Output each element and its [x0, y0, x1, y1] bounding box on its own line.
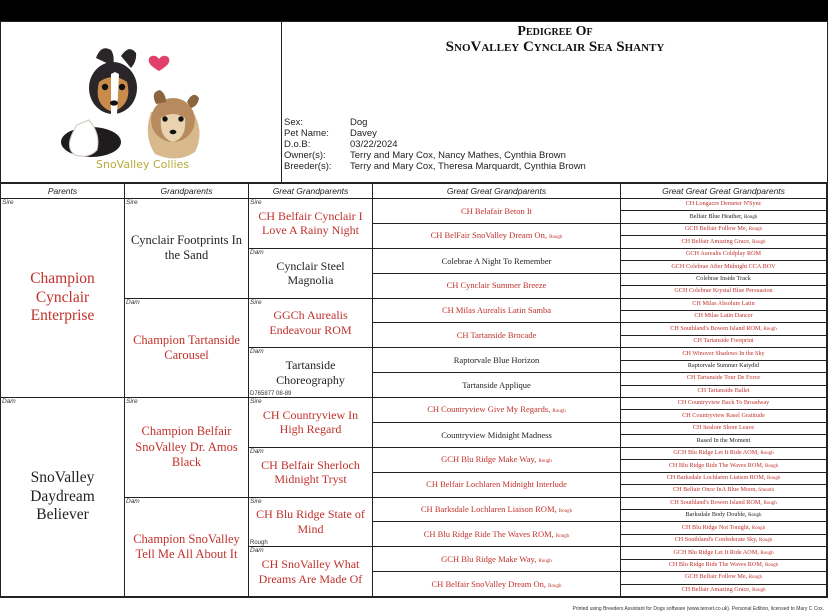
- grandparent-cell: [125, 199, 249, 299]
- dam-tag: Dam: [250, 248, 264, 256]
- sex-label: Sex:: [284, 117, 304, 128]
- title-prefix: Pedigree Of: [517, 24, 593, 39]
- dog-name: [125, 532, 248, 563]
- dog-name: [428, 230, 566, 241]
- dog-name: [684, 251, 763, 258]
- top-black-bar: [0, 0, 828, 21]
- dog-name-text: GCH Blu Ridge Make Way,: [441, 454, 537, 465]
- dog-name-text: CH Milas Absolute Latin: [692, 299, 755, 307]
- ggg-grandparent-cell: [621, 274, 827, 286]
- breeders-label: Breeder(s):: [284, 161, 332, 172]
- ggg-grandparent-cell: [621, 410, 827, 422]
- dog-name-text: Raptorvale Blue Horizon: [453, 355, 540, 365]
- dog-name-text: Barksdale Body Double,: [685, 511, 747, 519]
- dog-name: [438, 430, 555, 440]
- dog-name: [684, 201, 764, 208]
- great-grandparent-cell: [249, 398, 373, 448]
- dog-name: [429, 579, 565, 590]
- dog-name-text: CH Barksdale Lochlaren Liaison ROM,: [420, 503, 557, 514]
- dog-name-text: CH Blu Ridge Ride The Waves ROM,: [668, 561, 764, 568]
- ggg-grandparent-cell: [621, 249, 827, 261]
- gg-grandparent-cell: [373, 373, 621, 398]
- ggg-grandparent-cell: [621, 261, 827, 273]
- column-header: Great Great Great Grandparents: [621, 184, 827, 199]
- dog-name: [249, 308, 372, 337]
- owners-label: Owner(s):: [284, 150, 326, 161]
- dog-name-text: GCH Blu Ridge Let It Ride AOM,: [673, 548, 759, 556]
- dog-name-text: CH Countryview Back To Broadway: [677, 399, 770, 407]
- gg-grandparent-cell: [373, 398, 621, 423]
- ggg-grandparent-cell: [621, 323, 827, 335]
- ggg-grandparent-cell: [621, 286, 827, 298]
- dog-name: [125, 424, 248, 470]
- dam-tag: Dam: [250, 447, 264, 455]
- dog-name-text: GCH Aurealis Coldplay ROM: [685, 250, 762, 258]
- dog-name-text: CH Milas Aurealis Latin Samba: [441, 305, 552, 316]
- gg-grandparent-cell: [373, 249, 621, 274]
- coat-suffix: Rough: [558, 508, 573, 514]
- dog-name: [249, 209, 372, 238]
- owners-value: Terry and Mary Cox, Nancy Mathes, Cynthia Brown: [350, 150, 566, 161]
- dog-name-text: CH Countryview In High Regard: [262, 407, 359, 437]
- dog-name-text: GCH Blu Ridge Let It Ride AOM,: [673, 449, 759, 457]
- dog-name: [676, 400, 772, 407]
- dog-name-text: CH Countryview Give My Regards,: [427, 404, 551, 415]
- dog-name-text: CH Tartanside Footprint: [693, 337, 754, 345]
- dog-name-text: CH Countryview Rasel Gratitude: [682, 411, 765, 419]
- dog-name: [695, 438, 752, 445]
- coat-suffix: Rough: [752, 239, 766, 245]
- dog-name: [683, 226, 764, 233]
- dog-name: [418, 504, 575, 515]
- ggg-grandparent-cell: [621, 211, 827, 223]
- dog-name: [459, 380, 534, 390]
- dog-name: [1, 270, 124, 327]
- kennel-logo-text: SnoValley Collies: [96, 158, 190, 171]
- ggg-grandparent-cell: [621, 348, 827, 360]
- gg-grandparent-cell: [373, 224, 621, 249]
- dog-name-title: SnoValley Cynclair Sea Shanty: [445, 39, 665, 55]
- dog-name-text: CH Belfair Amazing Grace,: [681, 237, 751, 245]
- dog-name: [688, 214, 760, 221]
- dog-name: [671, 450, 775, 457]
- dam-tag: Dam: [250, 547, 264, 555]
- dog-name: [671, 487, 776, 494]
- dog-name: [249, 507, 372, 536]
- dog-name-text: Tartanside Applique: [462, 379, 531, 390]
- dog-name-text: CH SnoValley What Dreams Are Made Of: [258, 557, 363, 586]
- dog-name-text: CH Sealore Shore Leave: [692, 424, 755, 432]
- dog-name: [695, 388, 751, 395]
- dog-name: [423, 479, 570, 489]
- coat-suffix: Rough: [555, 533, 570, 539]
- ggg-grandparent-cell: [621, 435, 827, 447]
- dog-name: [691, 338, 755, 345]
- dog-name-text: CH Milas Latin Dancer: [694, 312, 753, 320]
- kennel-logo: [0, 21, 282, 183]
- dog-name: [438, 554, 555, 565]
- pet-name-label: Pet Name:: [284, 128, 329, 139]
- ggg-grandparent-cell: [621, 498, 827, 510]
- coat-suffix: Rough: [548, 583, 562, 589]
- coat-suffix: Smooth: [758, 488, 774, 494]
- dog-name: [686, 363, 761, 370]
- dog-name: [672, 288, 774, 295]
- ggg-grandparent-cell: [621, 547, 827, 559]
- ggg-grandparent-cell: [621, 311, 827, 323]
- gg-grandparent-cell: [373, 323, 621, 348]
- ggg-grandparent-cell: [621, 473, 827, 485]
- ggg-grandparent-cell: [621, 423, 827, 435]
- dog-name: [692, 313, 754, 320]
- dog-name-text: CH Longacre Demeter N'Sync: [685, 200, 762, 208]
- gg-grandparent-cell: [373, 473, 621, 498]
- ggg-grandparent-cell: [621, 224, 827, 236]
- sex-value: Dog: [350, 117, 368, 128]
- coat-suffix: Rough: [552, 409, 566, 415]
- great-grandparent-cell: [249, 498, 373, 548]
- dog-name: [421, 529, 573, 540]
- sire-tag: Sire: [250, 398, 262, 405]
- coat-suffix: Rough: [752, 587, 766, 593]
- ggg-grandparent-cell: [621, 373, 827, 385]
- ggg-grandparent-cell: [621, 386, 827, 398]
- dog-name-text: GCH Belfair Follow Me,: [684, 573, 748, 581]
- column-header: Grandparents: [125, 184, 249, 199]
- dog-name-text: CH Blu Ridge Ride The Waves ROM,: [423, 528, 554, 539]
- dog-name-text: Champion Tartanside Carousel: [133, 332, 240, 362]
- column-header: Great Great Grandparents: [373, 184, 621, 199]
- ggg-grandparent-cell: [621, 535, 827, 547]
- registration-number: D765877 08-89: [250, 391, 292, 397]
- parent-cell: [1, 398, 125, 597]
- dog-name-text: CH Belfair Amazing Grace,: [681, 585, 751, 593]
- dog-name: [680, 413, 767, 420]
- dam-tag: Dam: [2, 398, 16, 405]
- dog-name: [683, 574, 764, 581]
- collie-puppies-illustration: [1, 22, 281, 182]
- dog-name: [690, 301, 756, 308]
- coat-suffix: Rough: [760, 451, 774, 457]
- dog-name: [439, 305, 554, 315]
- coat-suffix: Rough: [751, 525, 766, 531]
- grandparent-cell: [125, 498, 249, 598]
- pet-name-value: Davey: [350, 128, 377, 139]
- dog-name: [669, 264, 777, 271]
- dog-name-text: Colebrae Inside Track: [696, 274, 751, 282]
- ggg-grandparent-cell: [621, 336, 827, 348]
- dog-name-text: CH Southland's Bowen Island ROM,: [670, 498, 762, 506]
- dog-name-text: CH Southland's Bowen Island ROM,: [670, 324, 762, 332]
- dog-name-text: CH Blu Ridge Not Tonight,: [681, 523, 751, 531]
- sire-tag: Sire: [126, 398, 138, 405]
- dog-name: [680, 587, 768, 594]
- ggg-grandparent-cell: [621, 448, 827, 460]
- dog-name-text: CH Blu Ridge Ride The Waves ROM,: [668, 461, 764, 469]
- dog-name: [684, 512, 764, 519]
- dog-name-text: CH Blu Ridge State of Mind: [256, 507, 365, 536]
- dog-name: [249, 408, 372, 437]
- dog-name: [458, 206, 535, 216]
- coat-suffix: Rough: [763, 326, 777, 332]
- dog-name: [680, 239, 768, 246]
- gg-grandparent-cell: [373, 547, 621, 572]
- dog-name: [680, 525, 767, 532]
- gg-grandparent-cell: [373, 299, 621, 324]
- dog-name-text: Champion SnoValley Tell Me All About It: [133, 531, 240, 561]
- ggg-grandparent-cell: [621, 361, 827, 373]
- sire-tag: Sire: [250, 298, 262, 306]
- column-header: Great Grandparents: [249, 184, 373, 199]
- dog-name: [249, 358, 372, 387]
- gg-grandparent-cell: [373, 423, 621, 448]
- coat-suffix: Rough: [764, 463, 779, 469]
- dog-name-text: CH Tartanside Ballet: [697, 386, 750, 394]
- gg-grandparent-cell: [373, 274, 621, 299]
- dog-name-text: Belfair Blue Heather,: [689, 212, 743, 220]
- gg-grandparent-cell: [373, 199, 621, 224]
- great-grandparent-cell: [249, 448, 373, 498]
- coat-type-note: Rough: [250, 540, 268, 547]
- grandparent-cell: [125, 398, 249, 498]
- dog-name: [668, 326, 779, 333]
- sire-tag: Sire: [2, 199, 14, 206]
- dog-name-text: CH Tartanside Brocade: [456, 330, 537, 341]
- dog-name: [667, 463, 781, 470]
- coat-suffix: Rough: [538, 459, 552, 465]
- dog-name: [673, 537, 775, 544]
- dog-name-text: Colebrae A Night To Remember: [441, 255, 552, 266]
- dog-name-text: CH Belfair SnoValley Dream On,: [431, 578, 547, 589]
- sire-tag: Sire: [250, 497, 262, 505]
- breeders-value: Terry and Mary Cox, Theresa Marquardt, Cynthia Brown: [350, 161, 586, 172]
- coat-suffix: Rough: [748, 575, 763, 581]
- great-grandparent-cell: [249, 249, 373, 299]
- dog-name: [249, 557, 372, 586]
- ggg-grandparent-cell: [621, 572, 827, 584]
- dog-name: [125, 233, 248, 264]
- dog-name-text: GCH Belfair Follow Me,: [684, 225, 748, 233]
- ggg-grandparent-cell: [621, 510, 827, 522]
- dog-name-text: CH Winover Shadows In the Sky: [682, 349, 765, 357]
- dog-name-text: CH Belfair Once InA Blue Moon,: [673, 486, 757, 494]
- dog-name: [424, 404, 568, 415]
- ggg-grandparent-cell: [621, 560, 827, 572]
- ggg-grandparent-cell: [621, 585, 827, 597]
- dog-name: [1, 469, 124, 526]
- pedigree-grid: [0, 183, 828, 598]
- great-grandparent-cell: [249, 348, 373, 398]
- dam-tag: Dam: [250, 348, 264, 356]
- coat-suffix: Rough: [748, 513, 762, 519]
- gg-grandparent-cell: [373, 572, 621, 597]
- gg-grandparent-cell: [373, 348, 621, 373]
- dob-label: D.o.B:: [284, 139, 311, 150]
- dog-name-text: Tartanside Choreography: [276, 358, 345, 387]
- coat-suffix: Rough: [760, 550, 774, 556]
- dog-name-text: GCH Colebrae After Midnight CCA BOV: [671, 262, 776, 270]
- dam-tag: Dam: [126, 497, 140, 505]
- ggg-grandparent-cell: [621, 299, 827, 311]
- dog-name-text: Countryview Midnight Madness: [441, 429, 552, 440]
- great-grandparent-cell: [249, 299, 373, 349]
- dog-name: [451, 355, 542, 365]
- grandparent-cell: [125, 299, 249, 399]
- gg-grandparent-cell: [373, 498, 621, 523]
- dog-name-text: CH Tartanside Tour De Force: [686, 374, 761, 382]
- dog-name: [249, 458, 372, 487]
- software-footer: Printed using Breeders Assistant for Dogs software (www.tenset.co.uk). Personal Edition, licensed to Mary C Cox.: [572, 606, 824, 612]
- dog-name-text: CH Belafair Beton It: [460, 205, 533, 216]
- coat-suffix: Rough: [767, 475, 781, 481]
- great-grandparent-cell: [249, 199, 373, 249]
- coat-suffix: Rough: [759, 538, 773, 544]
- dog-name: [249, 259, 372, 288]
- ggg-grandparent-cell: [621, 485, 827, 497]
- dog-name: [671, 550, 775, 557]
- ggg-grandparent-cell: [621, 522, 827, 534]
- dog-name-text: CH BelFair SnoValley Dream On,: [430, 230, 547, 241]
- dog-name-text: GGCh Aurealis Endeavour ROM: [269, 308, 352, 337]
- sire-tag: Sire: [250, 199, 262, 206]
- dam-tag: Dam: [126, 298, 140, 306]
- gg-grandparent-cell: [373, 448, 621, 473]
- coat-suffix: Rough: [763, 500, 777, 506]
- dob-value: 03/22/2024: [350, 139, 398, 150]
- coat-suffix: Rough: [744, 214, 758, 220]
- dog-name: [694, 276, 753, 283]
- dog-name-text: CH Belfair Sherloch Midnight Tryst: [261, 457, 360, 487]
- dog-name-text: CH Barksdale Lochlaren Liaison ROM,: [666, 473, 766, 481]
- dog-name-text: SnoValley Daydream Believer: [30, 468, 95, 524]
- dog-name: [438, 454, 555, 465]
- heart-icon: [149, 56, 170, 71]
- dog-name: [667, 562, 781, 569]
- coat-suffix: Rough: [549, 235, 563, 241]
- dog-name: [691, 425, 756, 432]
- ggg-grandparent-cell: [621, 398, 827, 410]
- dog-name-text: Champion Cynclair Enterprise: [30, 269, 95, 325]
- dog-name: [439, 256, 555, 266]
- dog-name-text: Champion Belfair SnoValley Dr. Amos Black: [135, 424, 238, 469]
- ggg-grandparent-cell: [621, 199, 827, 211]
- pedigree-header: [282, 21, 828, 183]
- dog-name-text: CH Belfair Lochlaren Midnight Interlude: [426, 479, 567, 490]
- dog-name-text: Cynclair Steel Magnolia: [276, 258, 345, 288]
- coat-suffix: Rough: [764, 563, 779, 568]
- dog-name-text: CH Southland's Confederate Sky,: [674, 536, 758, 544]
- dog-name: [125, 333, 248, 364]
- dog-name: [665, 475, 783, 482]
- dog-name-text: CH Cynclair Summer Breeze: [446, 280, 547, 291]
- ggg-grandparent-cell: [621, 236, 827, 248]
- dog-name: [668, 500, 779, 507]
- dog-name: [444, 280, 550, 290]
- sire-tag: Sire: [126, 199, 138, 206]
- ggg-grandparent-cell: [621, 460, 827, 472]
- dog-name-text: Cynclair Footprints In the Sand: [130, 233, 243, 263]
- dog-name: [680, 351, 766, 358]
- dog-name-text: GCH Colebrae Krystal Blue Persuasion: [674, 287, 773, 295]
- parent-cell: [1, 199, 125, 398]
- dog-name-text: CH Belfair Cynclair I Love A Rainy Night: [258, 208, 363, 238]
- coat-suffix: Rough: [748, 227, 763, 233]
- dog-name: [454, 330, 540, 340]
- pedigree-sheet: [0, 21, 828, 616]
- dog-name-text: Rased In the Moment: [696, 436, 751, 444]
- dog-name: [685, 375, 762, 382]
- column-header: Parents: [1, 184, 125, 199]
- dog-name-text: GCH Blu Ridge Make Way,: [441, 553, 537, 564]
- coat-suffix: Rough: [538, 558, 552, 564]
- great-grandparent-cell: [249, 547, 373, 597]
- dog-name-text: Raptorvale Summer Katydid: [687, 362, 760, 369]
- gg-grandparent-cell: [373, 522, 621, 547]
